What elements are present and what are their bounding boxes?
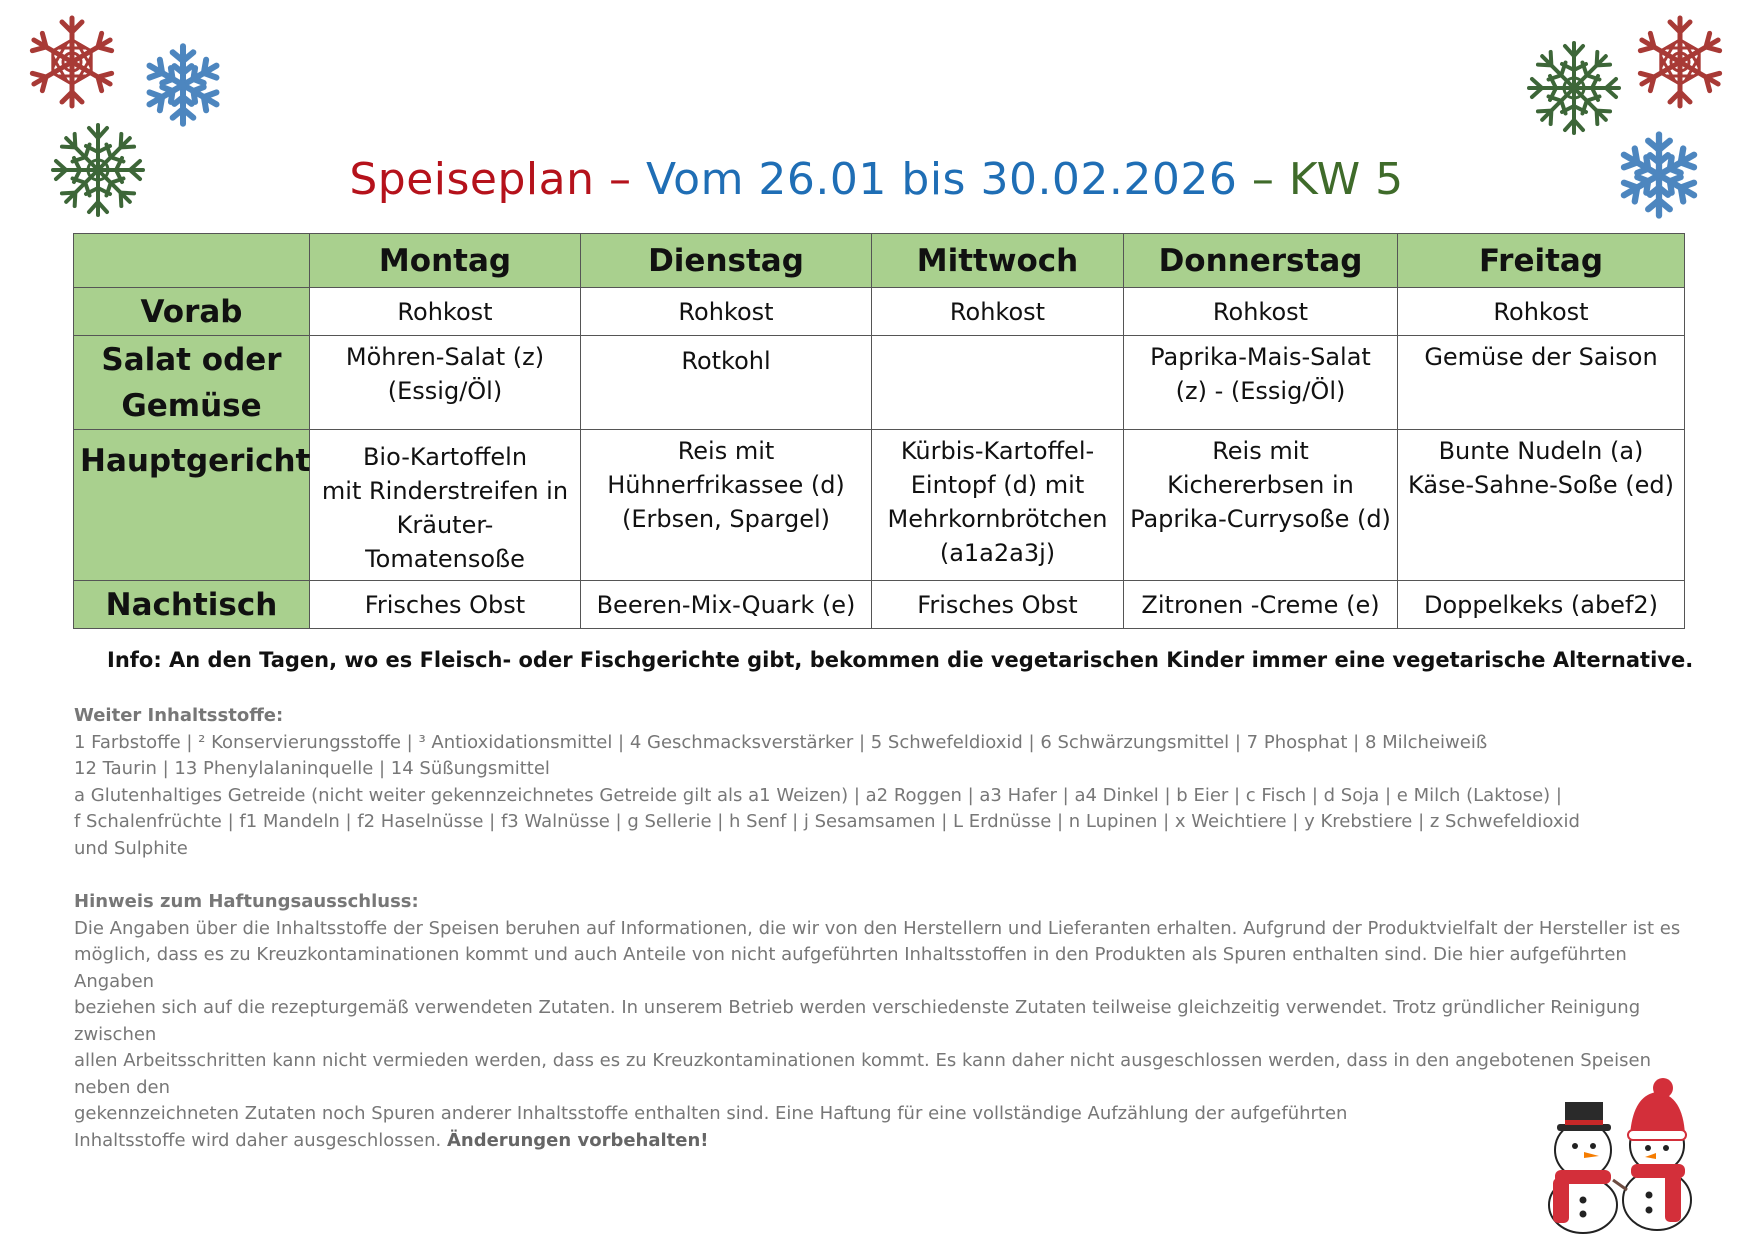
day-header: Freitag	[1398, 234, 1685, 288]
day-header: Donnerstag	[1124, 234, 1398, 288]
table-row	[74, 581, 1685, 629]
menu-cell	[872, 336, 1124, 430]
menu-cell: Rohkost	[581, 288, 872, 336]
menu-cell: Beeren-Mix-Quark (e)	[581, 581, 872, 629]
day-header: Dienstag	[581, 234, 872, 288]
changes-reserved: Änderungen vorbehalten!	[446, 1129, 709, 1151]
disclaimer-line: möglich, dass es zu Kreuzkontaminationen kommt und auch Anteile von nicht aufgeführten Inhaltsstoffen in den Produkten als Spuren enthalten sind. Die hier aufgeführten Angaben	[74, 944, 1627, 992]
menu-cell: Frisches Obst	[872, 581, 1124, 629]
menu-cell: Gemüse der Saison	[1398, 336, 1685, 430]
menu-cell: Rohkost	[310, 288, 581, 336]
snowmen-illustration	[1535, 1040, 1715, 1235]
disclaimer-heading: Hinweis zum Haftungsausschluss:	[74, 891, 419, 912]
disclaimer-line: gekennzeichneten Zutaten noch Spuren anderer Inhaltsstoffe enthalten sind. Eine Haftung für eine vollständige Aufzählung der aufgeführten	[74, 1103, 1348, 1124]
table-row	[74, 430, 1685, 581]
notes-heading: Weiter Inhaltsstoffe:	[74, 705, 284, 726]
menu-table	[73, 233, 1685, 629]
snowflake-red-icon	[22, 12, 122, 112]
notes-line: und Sulphite	[74, 837, 188, 859]
menu-cell: Rotkohl	[581, 336, 872, 430]
table-header-row	[74, 234, 1685, 288]
snowflake-blue-icon	[140, 42, 226, 128]
disclaimer-line: Die Angaben über die Inhaltsstoffe der Speisen beruhen auf Informationen, die wir von den Herstellern und Lieferanten erhalten. Aufgrund der Produktvielfalt der Hersteller ist es	[74, 917, 1681, 939]
table-row	[74, 336, 1685, 430]
menu-cell: Rohkost	[872, 288, 1124, 336]
menu-cell: Zitronen -Creme (e)	[1124, 581, 1398, 629]
menu-cell: Rohkost	[1124, 288, 1398, 336]
menu-cell: Reis mit Kichererbsen in Paprika-Currysoße (d)	[1124, 430, 1398, 581]
disclaimer-line: beziehen sich auf die rezepturgemäß verwendeten Zutaten. In unserem Betrieb werden verschiedenste Zutaten teilweise gleichzeitig verwendet. Trotz gründlicher Reinigung zwischen	[74, 997, 1641, 1045]
disclaimer-line: Inhaltsstoffe wird daher ausgeschlossen. Änderungen vorbehalten!	[74, 1129, 709, 1151]
snowflake-green-icon	[1524, 38, 1624, 138]
row-label-vorab: Vorab	[74, 288, 310, 336]
allergen-notes	[74, 703, 1694, 1154]
row-label-salat: Salat oder Gemüse	[74, 336, 310, 430]
table-row	[74, 288, 1685, 336]
day-header: Mittwoch	[872, 234, 1124, 288]
notes-line: a Glutenhaltiges Getreide (nicht weiter gekennzeichnetes Getreide gilt als a1 Weizen) | a2 Roggen | a3 Hafer | a4 Dinkel | b Eier | c Fisch | d Soja | e Milch (Laktose) |	[74, 784, 1562, 806]
menu-cell: Kürbis-Kartoffel- Eintopf (d) mit Mehrkornbrötchen (a1a2a3j)	[872, 430, 1124, 581]
notes-line: 12 Taurin | 13 Phenylalaninquelle | 14 Süßungsmittel	[74, 758, 550, 779]
notes-line: 1 Farbstoffe | ² Konservierungsstoffe | ³ Antioxidationsmittel | 4 Geschmacksverstärker | 5 Schwefeldioxid | 6 Schwärzungsmittel | 7 Phosphat | 8 Milcheiweiß	[74, 731, 1488, 753]
menu-cell: Bunte Nudeln (a) Käse-Sahne-Soße (ed)	[1398, 430, 1685, 581]
menu-cell: Rohkost	[1398, 288, 1685, 336]
table-corner-cell	[74, 234, 310, 288]
menu-cell: Doppelkeks (abef2)	[1398, 581, 1685, 629]
row-label-haupt: Hauptgericht	[74, 430, 310, 581]
page-title: Speiseplan – Vom 26.01 bis 30.02.2026 – KW 5	[349, 154, 1404, 205]
snowflake-red-icon	[1630, 12, 1730, 112]
notes-line: f Schalenfrüchte | f1 Mandeln | f2 Haselnüsse | f3 Walnüsse | g Sellerie | h Senf | j Sesamsamen | L Erdnüsse | n Lupinen | x Weichtiere | y Krebstiere | z Schwefeldioxid	[74, 811, 1580, 832]
menu-cell: Bio-Kartoffeln mit Rinderstreifen in Kräuter- Tomatensoße	[310, 430, 581, 581]
info-note: Info: An den Tagen, wo es Fleisch- oder Fischgerichte gibt, bekommen die vegetarischen Kinder immer eine vegetarische Alternative.	[107, 648, 1694, 672]
disclaimer-line: allen Arbeitsschritten kann nicht vermieden werden, dass es zu Kreuzkontaminationen kommt. Es kann daher nicht ausgeschlossen werden, dass in den angebotenen Speisen neben den	[74, 1050, 1651, 1098]
row-label-nachtisch: Nachtisch	[74, 581, 310, 629]
day-header: Montag	[310, 234, 581, 288]
menu-cell: Paprika-Mais-Salat (z) - (Essig/Öl)	[1124, 336, 1398, 430]
menu-cell: Reis mit Hühnerfrikassee (d) (Erbsen, Spargel)	[581, 430, 872, 581]
menu-cell: Möhren-Salat (z) (Essig/Öl)	[310, 336, 581, 430]
menu-cell: Frisches Obst	[310, 581, 581, 629]
